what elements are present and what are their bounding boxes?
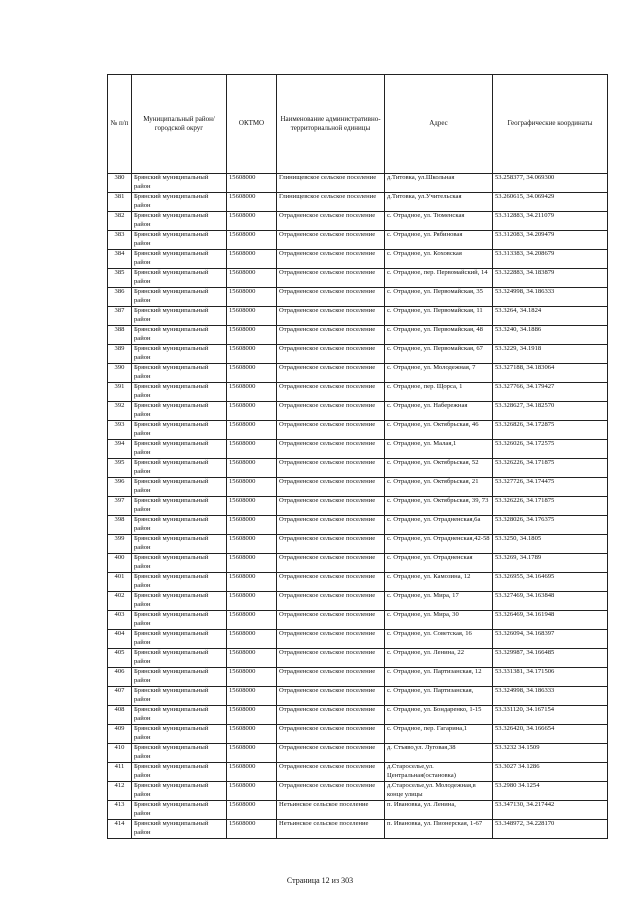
row-oktmo: 15608000 — [227, 288, 277, 307]
row-municipality: Брянский муниципальный район — [132, 383, 227, 402]
header-row — [108, 75, 608, 174]
header-admin-unit: Наименование административно-территориальной единицы — [277, 75, 385, 174]
row-admin-unit: Отрадненское сельское поселение — [277, 782, 385, 801]
row-number: 406 — [108, 668, 132, 687]
row-oktmo: 15608000 — [227, 763, 277, 782]
row-admin-unit: Отрадненское сельское поселение — [277, 402, 385, 421]
row-oktmo: 15608000 — [227, 250, 277, 269]
row-number: 391 — [108, 383, 132, 402]
row-municipality: Брянский муниципальный район — [132, 744, 227, 763]
row-number: 407 — [108, 687, 132, 706]
row-oktmo: 15608000 — [227, 326, 277, 345]
row-address: с. Отрадное, ул. Коховская — [385, 250, 493, 269]
row-coordinates: 53.326094, 34.168397 — [493, 630, 608, 649]
row-coordinates: 53.329987, 34.166485 — [493, 649, 608, 668]
header-address: Адрес — [385, 75, 493, 174]
row-coordinates: 53.328026, 34.176375 — [493, 516, 608, 535]
row-number: 411 — [108, 763, 132, 782]
row-number: 395 — [108, 459, 132, 478]
row-oktmo: 15608000 — [227, 592, 277, 611]
row-number: 399 — [108, 535, 132, 554]
row-admin-unit: Отрадненское сельское поселение — [277, 592, 385, 611]
row-municipality: Брянский муниципальный район — [132, 516, 227, 535]
row-coordinates: 53.327188, 34.183064 — [493, 364, 608, 383]
row-coordinates: 53.3240, 34.1886 — [493, 326, 608, 345]
row-address: д.Титовка, ул.Школьная — [385, 174, 493, 193]
row-coordinates: 53.348972, 34.228170 — [493, 820, 608, 839]
table-row — [108, 231, 608, 250]
row-municipality: Брянский муниципальный район — [132, 212, 227, 231]
row-number: 412 — [108, 782, 132, 801]
row-admin-unit: Отрадненское сельское поселение — [277, 345, 385, 364]
row-admin-unit: Глинищевское сельское поселение — [277, 193, 385, 212]
row-coordinates: 53.326026, 34.172575 — [493, 440, 608, 459]
row-admin-unit: Отрадненское сельское поселение — [277, 269, 385, 288]
row-municipality: Брянский муниципальный район — [132, 326, 227, 345]
row-municipality: Брянский муниципальный район — [132, 649, 227, 668]
row-address: с. Отрадное, ул. Отрадненская,6а — [385, 516, 493, 535]
row-admin-unit: Отрадненское сельское поселение — [277, 763, 385, 782]
row-municipality: Брянский муниципальный район — [132, 611, 227, 630]
row-coordinates: 53.3232 34.1509 — [493, 744, 608, 763]
row-admin-unit: Отрадненское сельское поселение — [277, 668, 385, 687]
row-coordinates: 53.260615, 34.069429 — [493, 193, 608, 212]
row-oktmo: 15608000 — [227, 478, 277, 497]
row-address: с. Отрадное, пер. Первомайский, 14 — [385, 269, 493, 288]
row-oktmo: 15608000 — [227, 212, 277, 231]
table-row — [108, 345, 608, 364]
row-municipality: Брянский муниципальный район — [132, 269, 227, 288]
row-number: 414 — [108, 820, 132, 839]
row-oktmo: 15608000 — [227, 611, 277, 630]
row-coordinates: 53.328627, 34.182570 — [493, 402, 608, 421]
table-row — [108, 820, 608, 839]
row-address: с. Отрадное, ул. Рябиновая — [385, 231, 493, 250]
row-number: 404 — [108, 630, 132, 649]
table-row — [108, 592, 608, 611]
row-address: с. Отрадное, ул. Первомайская, 35 — [385, 288, 493, 307]
row-oktmo: 15608000 — [227, 725, 277, 744]
table-row — [108, 174, 608, 193]
row-admin-unit: Отрадненское сельское поселение — [277, 630, 385, 649]
row-municipality: Брянский муниципальный район — [132, 364, 227, 383]
row-oktmo: 15608000 — [227, 820, 277, 839]
row-number: 409 — [108, 725, 132, 744]
row-coordinates: 53.326420, 34.166654 — [493, 725, 608, 744]
row-municipality: Брянский муниципальный район — [132, 459, 227, 478]
row-oktmo: 15608000 — [227, 554, 277, 573]
row-municipality: Брянский муниципальный район — [132, 801, 227, 820]
row-number: 382 — [108, 212, 132, 231]
row-address: с. Отрадное, ул. Бондаренко, 1-15 — [385, 706, 493, 725]
row-coordinates: 53.326955, 34.164695 — [493, 573, 608, 592]
row-municipality: Брянский муниципальный район — [132, 174, 227, 193]
row-oktmo: 15608000 — [227, 345, 277, 364]
row-number: 380 — [108, 174, 132, 193]
row-address: с. Отрадное, ул. Отрадненская — [385, 554, 493, 573]
row-address: д.Староселье,ул. Молодежная,в конце улицы — [385, 782, 493, 801]
row-municipality: Брянский муниципальный район — [132, 687, 227, 706]
row-municipality: Брянский муниципальный район — [132, 782, 227, 801]
row-municipality: Брянский муниципальный район — [132, 345, 227, 364]
table-row — [108, 402, 608, 421]
row-oktmo: 15608000 — [227, 383, 277, 402]
row-admin-unit: Отрадненское сельское поселение — [277, 725, 385, 744]
row-municipality: Брянский муниципальный район — [132, 478, 227, 497]
row-number: 397 — [108, 497, 132, 516]
row-municipality: Брянский муниципальный район — [132, 554, 227, 573]
table-row — [108, 554, 608, 573]
row-admin-unit: Отрадненское сельское поселение — [277, 212, 385, 231]
table-row — [108, 649, 608, 668]
row-oktmo: 15608000 — [227, 269, 277, 288]
row-municipality: Брянский муниципальный район — [132, 573, 227, 592]
row-coordinates: 53.312083, 34.209479 — [493, 231, 608, 250]
row-address: с. Отрадное, ул. Тюменская — [385, 212, 493, 231]
row-address: с. Отрадное, ул. Первомайская, 11 — [385, 307, 493, 326]
row-admin-unit: Отрадненское сельское поселение — [277, 573, 385, 592]
row-oktmo: 15608000 — [227, 402, 277, 421]
table-row — [108, 573, 608, 592]
row-oktmo: 15608000 — [227, 231, 277, 250]
row-oktmo: 15608000 — [227, 744, 277, 763]
row-number: 387 — [108, 307, 132, 326]
table-row — [108, 668, 608, 687]
table-row — [108, 212, 608, 231]
row-municipality: Брянский муниципальный район — [132, 725, 227, 744]
row-number: 390 — [108, 364, 132, 383]
header-coordinates: Географические координаты — [493, 75, 608, 174]
row-coordinates: 53.327726, 34.174475 — [493, 478, 608, 497]
table-row — [108, 193, 608, 212]
row-admin-unit: Отрадненское сельское поселение — [277, 459, 385, 478]
row-number: 401 — [108, 573, 132, 592]
row-oktmo: 15608000 — [227, 687, 277, 706]
row-municipality: Брянский муниципальный район — [132, 592, 227, 611]
row-coordinates: 53.312883, 34.211079 — [493, 212, 608, 231]
row-address: с. Отрадное, ул. Первомайская, 48 — [385, 326, 493, 345]
row-address: с. Отрадное, ул. Ленина, 22 — [385, 649, 493, 668]
row-number: 388 — [108, 326, 132, 345]
row-oktmo: 15608000 — [227, 782, 277, 801]
row-address: д.Титовка, ул.Учительская — [385, 193, 493, 212]
row-number: 396 — [108, 478, 132, 497]
table-row — [108, 535, 608, 554]
row-admin-unit: Отрадненское сельское поселение — [277, 554, 385, 573]
row-oktmo: 15608000 — [227, 516, 277, 535]
row-number: 402 — [108, 592, 132, 611]
row-municipality: Брянский муниципальный район — [132, 497, 227, 516]
table-row — [108, 497, 608, 516]
row-admin-unit: Отрадненское сельское поселение — [277, 497, 385, 516]
row-admin-unit: Отрадненское сельское поселение — [277, 231, 385, 250]
row-municipality: Брянский муниципальный район — [132, 193, 227, 212]
row-municipality: Брянский муниципальный район — [132, 250, 227, 269]
row-coordinates: 53.326226, 34.171875 — [493, 459, 608, 478]
page-footer: Страница 12 из 303 — [286, 876, 354, 885]
table-row — [108, 801, 608, 820]
table-row — [108, 744, 608, 763]
row-number: 392 — [108, 402, 132, 421]
table-row — [108, 611, 608, 630]
row-number: 381 — [108, 193, 132, 212]
row-address: с. Отрадное, ул. Мира, 30 — [385, 611, 493, 630]
register-table — [107, 74, 608, 839]
row-address: с. Отрадное, ул. Молодежная, 7 — [385, 364, 493, 383]
row-admin-unit: Отрадненское сельское поселение — [277, 649, 385, 668]
table-row — [108, 763, 608, 782]
row-number: 408 — [108, 706, 132, 725]
row-municipality: Брянский муниципальный район — [132, 668, 227, 687]
table-row — [108, 326, 608, 345]
row-address: с. Отрадное, ул. Партизанская, 12 — [385, 668, 493, 687]
row-admin-unit: Отрадненское сельское поселение — [277, 364, 385, 383]
table-row — [108, 687, 608, 706]
row-municipality: Брянский муниципальный район — [132, 288, 227, 307]
row-coordinates: 53.326226, 34.171875 — [493, 497, 608, 516]
row-coordinates: 53.258377, 34.069300 — [493, 174, 608, 193]
row-admin-unit: Отрадненское сельское поселение — [277, 687, 385, 706]
row-oktmo: 15608000 — [227, 421, 277, 440]
table-row — [108, 250, 608, 269]
header-municipality: Муниципальный район/городской округ — [132, 75, 227, 174]
row-coordinates: 53.2980 34.1254 — [493, 782, 608, 801]
table-row — [108, 516, 608, 535]
row-admin-unit: Отрадненское сельское поселение — [277, 516, 385, 535]
row-address: д.Староселье,ул. Центральная(остановка) — [385, 763, 493, 782]
row-oktmo: 15608000 — [227, 573, 277, 592]
header-oktmo: ОКТМО — [227, 75, 277, 174]
row-municipality: Брянский муниципальный район — [132, 231, 227, 250]
row-admin-unit: Нетьинское сельское поселение — [277, 820, 385, 839]
row-municipality: Брянский муниципальный район — [132, 706, 227, 725]
row-number: 413 — [108, 801, 132, 820]
row-address: с. Отрадное, ул. Мира, 17 — [385, 592, 493, 611]
table-row — [108, 440, 608, 459]
table-row — [108, 706, 608, 725]
row-number: 386 — [108, 288, 132, 307]
row-coordinates: 53.324998, 34.186333 — [493, 687, 608, 706]
row-address: с. Отрадное, ул. Октябрьская, 21 — [385, 478, 493, 497]
table-row — [108, 288, 608, 307]
row-coordinates: 53.327766, 34.179427 — [493, 383, 608, 402]
row-number: 403 — [108, 611, 132, 630]
row-coordinates: 53.331120, 34.167154 — [493, 706, 608, 725]
table-row — [108, 630, 608, 649]
row-address: п. Ивановка, ул. Ленина, — [385, 801, 493, 820]
table-row — [108, 725, 608, 744]
row-coordinates: 53.3250, 34.1805 — [493, 535, 608, 554]
row-admin-unit: Отрадненское сельское поселение — [277, 535, 385, 554]
row-coordinates: 53.327469, 34.163848 — [493, 592, 608, 611]
row-number: 405 — [108, 649, 132, 668]
row-municipality: Брянский муниципальный район — [132, 307, 227, 326]
row-oktmo: 15608000 — [227, 649, 277, 668]
row-address: с. Отрадное, ул. Малая,1 — [385, 440, 493, 459]
row-number: 394 — [108, 440, 132, 459]
table-row — [108, 421, 608, 440]
row-municipality: Брянский муниципальный район — [132, 402, 227, 421]
row-oktmo: 15608000 — [227, 440, 277, 459]
header-number: № п/п — [108, 75, 132, 174]
row-address: п. Ивановка, ул. Пионерская, 1-67 — [385, 820, 493, 839]
row-admin-unit: Отрадненское сельское поселение — [277, 706, 385, 725]
row-admin-unit: Отрадненское сельское поселение — [277, 326, 385, 345]
table-row — [108, 782, 608, 801]
row-address: с. Отрадное, ул. Отрадненская,42-58 — [385, 535, 493, 554]
row-coordinates: 53.322883, 34.183879 — [493, 269, 608, 288]
row-admin-unit: Отрадненское сельское поселение — [277, 440, 385, 459]
row-coordinates: 53.326826, 34.172875 — [493, 421, 608, 440]
row-municipality: Брянский муниципальный район — [132, 440, 227, 459]
row-number: 385 — [108, 269, 132, 288]
row-address: с. Отрадное, пер. Гагарина,1 — [385, 725, 493, 744]
row-address: с. Отрадное, ул. Октябрьская, 52 — [385, 459, 493, 478]
row-coordinates: 53.324998, 34.186333 — [493, 288, 608, 307]
row-oktmo: 15608000 — [227, 193, 277, 212]
row-address: с. Отрадное, ул. Советская, 16 — [385, 630, 493, 649]
table-row — [108, 383, 608, 402]
row-coordinates: 53.3264, 34.1824 — [493, 307, 608, 326]
row-admin-unit: Отрадненское сельское поселение — [277, 478, 385, 497]
row-oktmo: 15608000 — [227, 801, 277, 820]
row-number: 400 — [108, 554, 132, 573]
row-address: с. Отрадное, ул. Камозина, 12 — [385, 573, 493, 592]
row-admin-unit: Отрадненское сельское поселение — [277, 611, 385, 630]
row-municipality: Брянский муниципальный район — [132, 535, 227, 554]
row-municipality: Брянский муниципальный район — [132, 421, 227, 440]
row-number: 383 — [108, 231, 132, 250]
row-municipality: Брянский муниципальный район — [132, 763, 227, 782]
row-address: с. Отрадное, ул. Набережная — [385, 402, 493, 421]
row-address: с. Отрадное, ул. Октябрьская, 46 — [385, 421, 493, 440]
row-admin-unit: Глинищевское сельское поселение — [277, 174, 385, 193]
row-number: 410 — [108, 744, 132, 763]
row-address: с. Отрадное, пер. Щорса, 1 — [385, 383, 493, 402]
table-row — [108, 478, 608, 497]
row-coordinates: 53.3229, 34.1918 — [493, 345, 608, 364]
row-oktmo: 15608000 — [227, 668, 277, 687]
row-coordinates: 53.347130, 34.217442 — [493, 801, 608, 820]
row-admin-unit: Нетьинское сельское поселение — [277, 801, 385, 820]
row-number: 389 — [108, 345, 132, 364]
table-row — [108, 307, 608, 326]
row-oktmo: 15608000 — [227, 535, 277, 554]
row-coordinates: 53.331381, 34.171506 — [493, 668, 608, 687]
row-address: с. Отрадное, ул. Партизанская, — [385, 687, 493, 706]
row-address: с. Отрадное, ул. Первомайская, 67 — [385, 345, 493, 364]
row-coordinates: 53.3269, 34.1789 — [493, 554, 608, 573]
row-oktmo: 15608000 — [227, 364, 277, 383]
row-coordinates: 53.3027 34.1286 — [493, 763, 608, 782]
row-oktmo: 15608000 — [227, 307, 277, 326]
row-municipality: Брянский муниципальный район — [132, 820, 227, 839]
row-admin-unit: Отрадненское сельское поселение — [277, 383, 385, 402]
row-oktmo: 15608000 — [227, 459, 277, 478]
row-number: 384 — [108, 250, 132, 269]
row-municipality: Брянский муниципальный район — [132, 630, 227, 649]
row-admin-unit: Отрадненское сельское поселение — [277, 744, 385, 763]
row-coordinates: 53.326469, 34.161948 — [493, 611, 608, 630]
row-admin-unit: Отрадненское сельское поселение — [277, 288, 385, 307]
row-oktmo: 15608000 — [227, 706, 277, 725]
row-oktmo: 15608000 — [227, 630, 277, 649]
row-admin-unit: Отрадненское сельское поселение — [277, 250, 385, 269]
row-address: с. Отрадное, ул. Октябрьская, 39, 73 — [385, 497, 493, 516]
row-number: 398 — [108, 516, 132, 535]
table-row — [108, 459, 608, 478]
row-oktmo: 15608000 — [227, 497, 277, 516]
row-admin-unit: Отрадненское сельское поселение — [277, 421, 385, 440]
row-oktmo: 15608000 — [227, 174, 277, 193]
row-admin-unit: Отрадненское сельское поселение — [277, 307, 385, 326]
row-address: д. Стъяво,ул. Луговая,38 — [385, 744, 493, 763]
row-coordinates: 53.313383, 34.208679 — [493, 250, 608, 269]
table-row — [108, 364, 608, 383]
row-number: 393 — [108, 421, 132, 440]
table-row — [108, 269, 608, 288]
